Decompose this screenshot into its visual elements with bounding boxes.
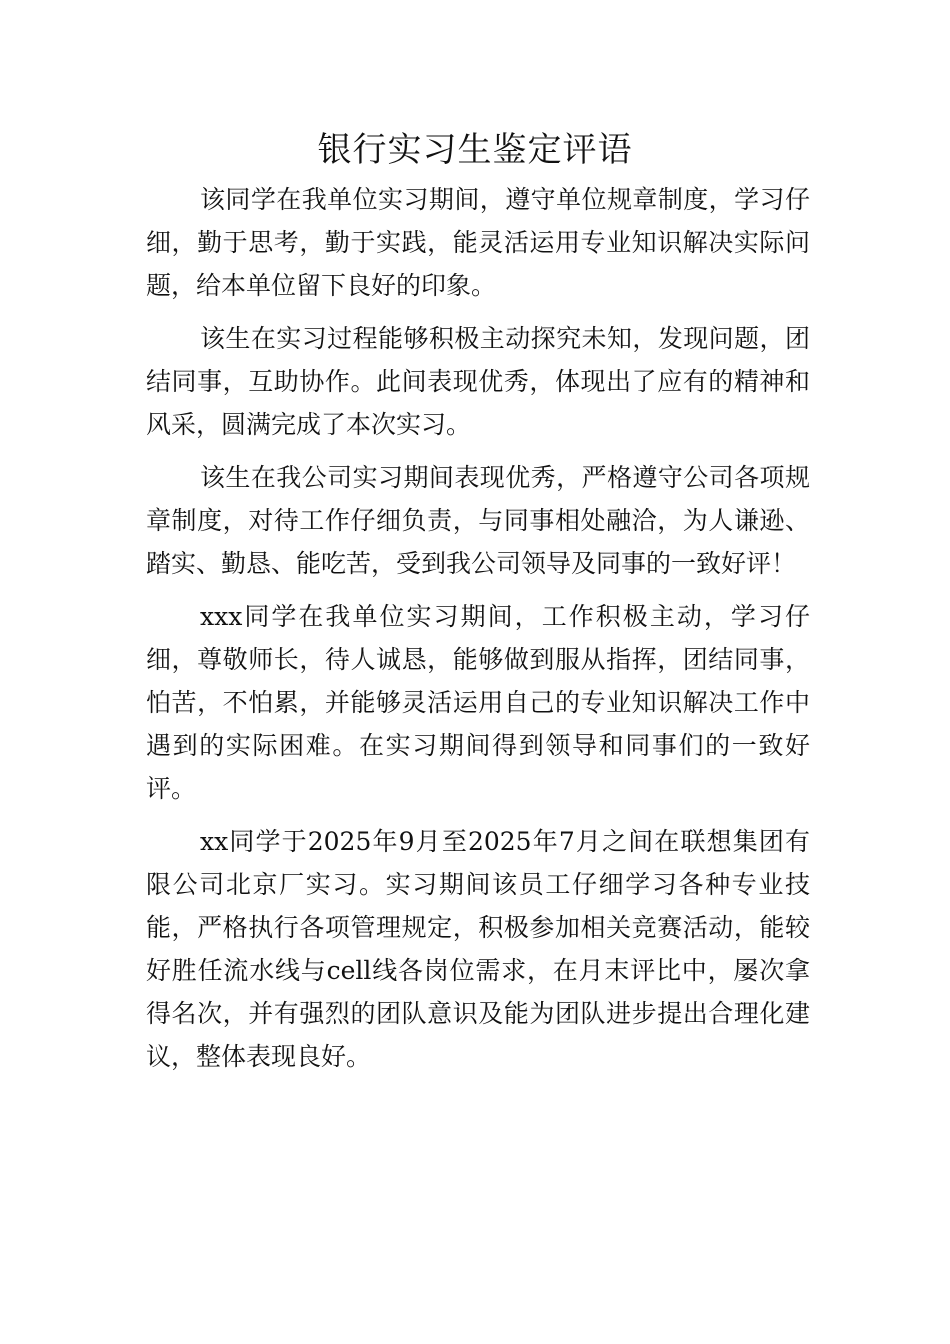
paragraph-5: xx同学于2025年9月至2025年7月之间在联想集团有限公司北京厂实习。实习期间该员工仔细学习各种专业技能，严格执行各项管理规定，积极参加相关竞赛活动，能较好胜任流水线与cell线各岗位需求，在月末评比中，屡次拿得名次，并有强烈的团队意识及能为团队进步提出合理化建议，整体表现良好。 — [146, 827, 810, 1071]
paragraph-2: 该生在实习过程能够积极主动探究未知，发现问题，团结同事，互助协作。此间表现优秀，体现出了应有的精神和风采，圆满完成了本次实习。 — [146, 324, 810, 439]
document-body — [146, 178, 810, 1088]
paragraph-3: 该生在我公司实习期间表现优秀，严格遵守公司各项规章制度，对待工作仔细负责，与同事相处融洽，为人谦逊、踏实、勤恳、能吃苦，受到我公司领导及同事的一致好评！ — [146, 463, 810, 578]
paragraph-4: xxx同学在我单位实习期间，工作积极主动，学习仔细，尊敬师长，待人诚恳，能够做到服从指挥，团结同事，怕苦，不怕累，并能够灵活运用自己的专业知识解决工作中遇到的实际困难。在实习期间得到领导和同事们的一致好评。 — [146, 602, 810, 803]
paragraph-1: 该同学在我单位实习期间，遵守单位规章制度，学习仔细，勤于思考，勤于实践，能灵活运用专业知识解决实际问题，给本单位留下良好的印象。 — [146, 185, 810, 300]
document-title: 银行实习生鉴定评语 — [317, 130, 633, 170]
